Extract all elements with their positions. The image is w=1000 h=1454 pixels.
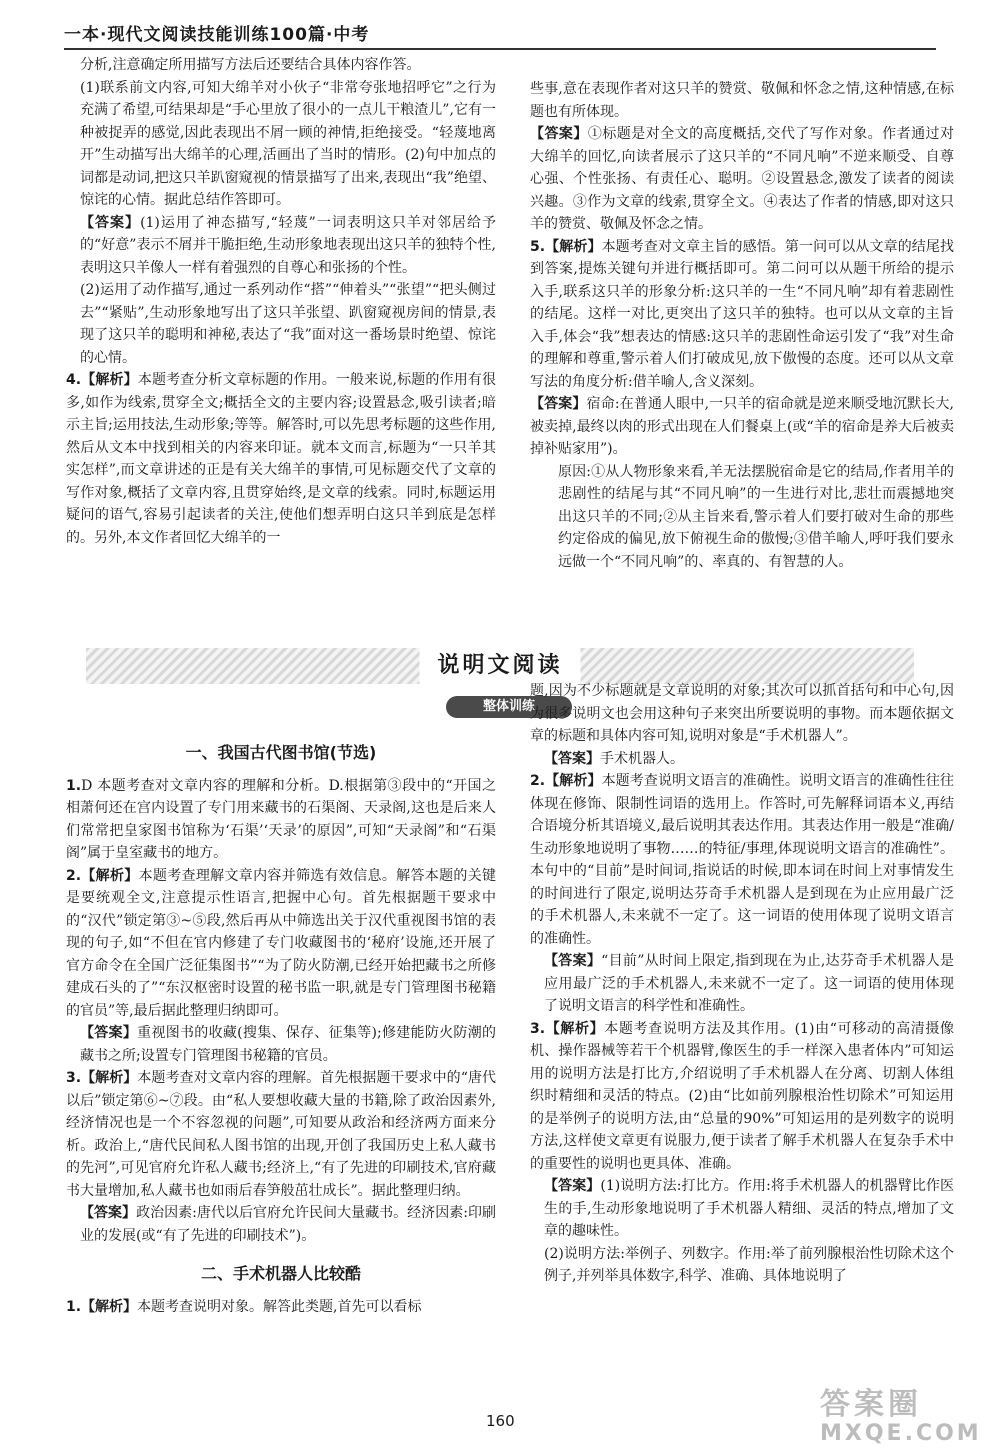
analysis-tag: 【解析】	[81, 1070, 138, 1086]
analysis-tag: 【解析】	[81, 867, 139, 884]
question-item-2	[66, 865, 496, 1023]
page-header-title: 一本·现代文阅读技能训练100篇·中考	[64, 25, 370, 45]
answer-text: 手术机器人。	[600, 750, 684, 767]
analysis-text: 本题考查对文章主旨的感悟。第一问可以从文章的结尾找到答案,提炼关键句并进行概括即可。第二问可以从题干所给的提示入手,联系这只羊的形象分析:这只羊的一生“不同凡响”却有着悲剧性的结尾。这样一对比,更突出了这只羊的独特。也可以从文章的主旨入手,体会“我”想表达的情感:这只羊的悲剧性命运引发了“我”对生命的理解和尊重,警示着人们打破成见,放下傲慢的态度。还可以从文章写法的角度分析:借羊喻人,含义深刻。	[530, 238, 955, 390]
answer-tag: 【答案】	[544, 1178, 601, 1194]
header-divider	[64, 48, 936, 50]
answer-paragraph: (2)运用了动作描写,通过一系列动作“搭”“伸着头”“张望”“把头侧过去”“紧贴”,生动形象地写出了这只羊张望、趴窗窥视房间的情景,表现了这只羊的聪明和神秘,表达了“我”面对这一番场景时绝望、惊诧的心情。	[80, 282, 496, 366]
analysis-tag: 【解析】	[81, 372, 138, 388]
answer-tag: 【答案】	[544, 953, 602, 969]
question-item-2	[530, 770, 954, 950]
question-item-5	[530, 236, 954, 394]
question-item-3	[530, 1018, 954, 1176]
answer-text: 政治因素:唐代以后官府允许民间大量藏书。经济因素:印刷业的发展(或“有了先进的印刷技术”)。	[80, 1205, 496, 1244]
answer-item	[530, 1175, 954, 1243]
continued-text: 些事,意在表现作者对这只羊的赞赏、敬佩和怀念之情,这种情感,在标题也有所体现。	[530, 81, 954, 120]
section-badge: 整体训练	[446, 696, 572, 718]
article-heading: 二、手术机器人比较酷	[200, 1264, 361, 1283]
continued-text: 题,因为不少标题就是文章说明的对象;其次可以抓首括句和中心句,因为很多说明文也会用这种句子来突出所要说明的事物。而本题依据文章的标题和具体内容可知,说明对象是“手术机器人”。	[530, 683, 954, 744]
answer-item	[66, 1202, 496, 1247]
answer-tag: 【答案】	[80, 214, 141, 231]
question-text: D 本题考查对文章内容的理解和分析。D.根据第③段中的“开国之相萧何还在宫内设置了专门用来藏书的石渠阁、天录阁,这也是后来人们常常把皇家图书馆称为‘石渠’‘天录’的原因”,可知“天录阁”和“石渠阁”属于皇室藏书的地方。	[66, 777, 496, 861]
question-number: 2.	[66, 867, 82, 884]
section-title: 说明文阅读	[419, 648, 580, 684]
answer-text: 宿命:在普通人眼中,一只羊的宿命就是逆来顺受地沉默长大,被卖掉,最终以肉的形式出现在人们餐桌上(或“羊的宿命是养大后被卖掉补贴家用”)。	[530, 396, 955, 457]
watermark-logo	[820, 1388, 980, 1450]
question-number: 4.	[66, 372, 82, 388]
analysis-tag: 【解析】	[545, 773, 602, 789]
watermark-url: MXQE.COM	[820, 1421, 982, 1446]
question-number: 1.	[66, 777, 82, 794]
question-number: 3.	[66, 1070, 82, 1086]
answer-item	[66, 212, 496, 280]
answer-paragraph: (2)说明方法:举例子、列数字。作用:举了前列腺根治性切除术这个例子,并列举具体数字,科学、准确、具体地说明了	[544, 1245, 954, 1284]
page-number: 160	[486, 1412, 515, 1430]
answer-item	[530, 123, 954, 236]
analysis-text: 本题考查对文章内容的理解。首先根据题干要求中的“唐代以后”锁定第⑥~⑦段。由“私人要想收藏大量的书籍,除了政治因素外,经济情况也是一个不容忽视的问题”,可知要从政治和经济两方面来分析。政治上,“唐代民间私人图书馆的出现,开创了我国历史上私人藏书的先河”,可见官府允许私人藏书;经济上,“有了先进的印刷技术,官府藏书大量增加,私人藏书也如雨后春笋般茁壮成长”。据此整理归纳。	[66, 1070, 496, 1199]
answer-item	[530, 950, 954, 1018]
question-number: 3.	[530, 1020, 546, 1037]
analysis-text: 本题考查理解文章内容并筛选有效信息。解答本题的关键是要统观全文,注意提示性语言,把握中心句。首先根据题干要求中的“汉代”锁定第③~⑤段,然后再从中筛选出关于汉代重视图书馆的表现的句子,如“不但在官内修建了专门收藏图书的‘秘府’设施,还开展了官方命令在全国广泛征集图书”“为了防火防潮,已经开始把藏书之所修建成石头的了”“东汉枢密时设置的秘书监一职,就是专门管理图书秘籍的官员”等,最后据此整理归纳即可。	[66, 867, 497, 1019]
answer-tag: 【答案】	[530, 126, 588, 142]
analysis-tag: 【解析】	[545, 1020, 605, 1037]
question-item-3	[66, 1067, 496, 1202]
analysis-text: 本题考查说明文语言的准确性。说明文语言的准确性往往体现在修饰、限制性词语的选用上。作答时,可先解释词语本义,再结合语境分析其语境义,最后说明其表达作用。其表达作用一般是“准确/生动形象地说明了事物……的特征/事理,体现说明文语言的准确性”。本句中的“目前”是时间词,指说话的时候,即本词在时间上对事情发生的时间进行了限定,说明达芬奇手术机器人是到现在为止应用最广泛的手术机器人,未来就不一定了。这一词语的使用体现了说明文语言的准确性。	[530, 773, 955, 947]
question-item-4	[66, 369, 496, 549]
question-number: 5.	[530, 238, 546, 255]
answer-tag: 【答案】	[80, 1025, 138, 1041]
answer-item	[530, 393, 954, 461]
answer-text: (1)运用了神态描写,“轻蔑”一词表明这只羊对邻居给予的“好意”表示不屑并干脆拒绝,生动形象地表现出这只羊的独特个性,表明这只羊像人一样有着强烈的自尊心和张扬的个性。	[80, 214, 496, 276]
answer-item	[530, 748, 954, 771]
analysis-tag: 【解析】	[81, 1298, 138, 1315]
analysis-paragraph: 分析,注意确定所用描写方法后还要结合具体内容作答。	[80, 57, 421, 73]
right-column-bottom	[530, 680, 954, 1288]
left-column-bottom	[66, 736, 496, 1318]
answer-text: ①标题是对全文的高度概括,交代了写作对象。作者通过对大绵羊的回忆,向读者展示了这只羊的“不同凡响”不逆来顺受、自尊心强、个性张扬、有责任心、聪明。②设置悬念,激发了读者的阅读兴趣。③作为文章的线索,贯穿全文。④表达了作者的情感,即对这只羊的赞赏、敬佩及怀念之情。	[530, 126, 955, 232]
left-column-top	[66, 54, 496, 549]
answer-tag: 【答案】	[544, 750, 600, 767]
analysis-paragraph: (1)联系前文内容,可知大绵羊对小伙子“非常夸张地招呼它”之行为充满了希望,可结果却是“手心里放了很小的一点儿干粮渣儿”,它有一种被捉弄的感觉,因此表现出不屑一顾的神情,拒绝接受。“轻蔑地离开”生动描写出大绵羊的心理,活画出了当时的情形。(2)句中加点的词都是动词,把这只羊趴窗窥视的情景描写了出来,表现出“我”绝望、惊诧的心情。据此总结作答即可。	[80, 79, 496, 208]
question-number: 2.	[530, 773, 546, 789]
analysis-tag: 【解析】	[545, 238, 602, 255]
article-heading: 一、我国古代图书馆(节选)	[185, 743, 377, 762]
analysis-text: 本题考查说明对象。解答此类题,首先可以看标	[137, 1298, 422, 1315]
analysis-text: 本题考查分析文章标题的作用。一般来说,标题的作用有很多,如作为线索,贯穿全文;概括全文的主要内容;设置悬念,吸引读者;暗示主旨;运用技法,生动形象;等等。解答时,可以先思考标题的这些作用,然后从文本中找到相关的内容来印证。就本文而言,标题为“一只羊其实怎样”,而文章讲述的正是有关大绵羊的事情,可见标题交代了文章的写作对象,概括了文章内容,且贯穿始终,是文章的线索。同时,标题运用疑问的语气,容易引起读者的关注,使他们想弄明白这只羊到底是怎样的。另外,本文作者回忆大绵羊的一	[66, 372, 496, 546]
analysis-text: 本题考查说明方法及其作用。(1)由“可移动的高清摄像机、操作器械等若干个机器臂,像医生的手一样深入患者体内”可知运用的说明方法是打比方,介绍说明了手术机器人在分离、切割人体组织时精细和灵活的特点。(2)由“比如前列腺根治性切除术”可知运用的是举例子的说明方法,由“总量的90%”可知运用的是列数字的说明方法,这样使文章更有说服力,便于读者了解手术机器人在复杂手术中的重要性的说明也更具体、准确。	[530, 1020, 954, 1172]
right-column-top	[530, 78, 954, 573]
answer-text: 重视图书的收藏(搜集、保存、征集等);修建能防火防潮的藏书之所;设置专门管理图书秘籍的官员。	[80, 1025, 497, 1064]
answer-tag: 【答案】	[80, 1205, 137, 1221]
question-item-1	[66, 1296, 496, 1319]
answer-item	[66, 1022, 496, 1067]
question-item-1	[66, 775, 496, 865]
watermark-text: 答案圈	[820, 1387, 922, 1422]
answer-text: (1)说明方法:打比方。作用:将手术机器人的机器臂比作医生的手,生动形象地说明了手术机器人精细、灵活的特点,增加了文章的趣味性。	[544, 1178, 955, 1239]
answer-tag: 【答案】	[530, 396, 587, 412]
answer-paragraph: 原因:①从人物形象来看,羊无法摆脱宿命是它的结局,作者用羊的悲剧性的结尾与其“不同凡响”的一生进行对比,悲壮而震撼地突出这只羊的不同;②从主旨来看,警示着人们要打破对生命的那些约定俗成的偏见,放下俯视生命的傲慢;③借羊喻人,呼吁我们要永远做一个“不同凡响”的、率真的、有智慧的人。	[558, 463, 954, 570]
question-number: 1.	[66, 1298, 82, 1315]
answer-text: “目前”从时间上限定,指到现在为止,达芬奇手术机器人是应用最广泛的手术机器人,未来就不一定了。这一词语的使用体现了说明文语言的科学性和准确性。	[544, 953, 954, 1014]
